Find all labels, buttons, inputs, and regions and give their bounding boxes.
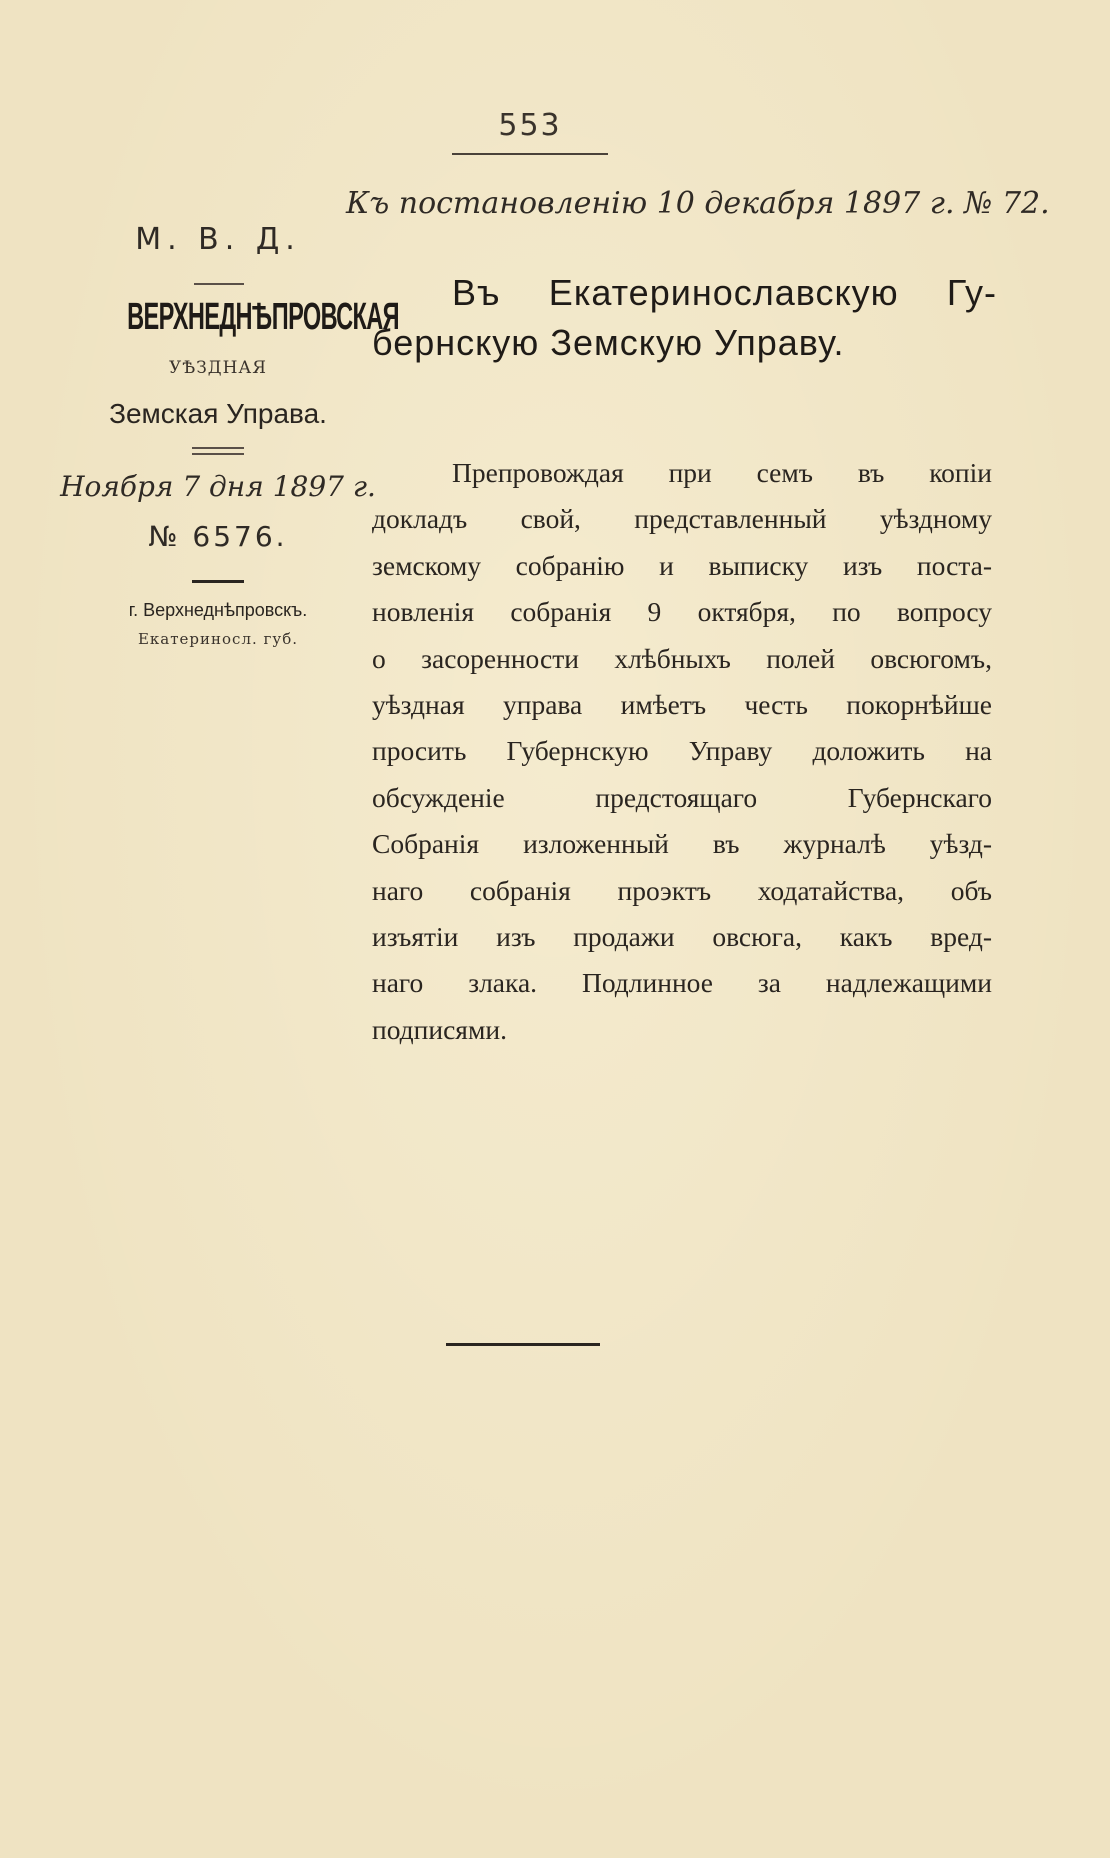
body-line: новленія собранія 9 октября, по вопросу (372, 596, 992, 628)
sender-province: Екатериносл. губ. (137, 630, 299, 648)
divider (192, 447, 244, 449)
organization-name: ВЕРХНЕДНѢПРОВСКАЯ (127, 296, 399, 338)
body-line: докладъ свой, представленный уѣздному (372, 503, 992, 535)
sender-city: г. Верхнеднѣпровскъ. (128, 600, 308, 620)
ministry-abbreviation: М. В. Д. (135, 222, 301, 257)
addressee-line: Въ Екатеринославскую Гу- (452, 272, 997, 313)
divider (192, 453, 244, 455)
body-line: подписями. (372, 1013, 507, 1045)
body-line: о засоренности хлѣбныхъ полей овсюгомъ, (372, 642, 992, 674)
organization-type: УѢЗДНАЯ (168, 358, 268, 378)
body-line: уѣздная управа имѣетъ честь покорнѣйше (372, 689, 992, 721)
page-number: 553 (498, 108, 562, 143)
outgoing-number: № 6576. (148, 520, 288, 553)
body-line: наго собранія проэктъ ходатайства, объ (372, 874, 992, 906)
divider (192, 580, 244, 583)
body-line: земскому собранію и выписку изъ поста- (372, 549, 992, 581)
body-line: Препровождая при семъ въ копіи (452, 457, 992, 488)
addressee (372, 268, 997, 368)
end-rule (446, 1343, 600, 1346)
page-number-rule (452, 153, 608, 155)
resolution-reference: Къ постановленію 10 декабря 1897 г. № 72. (346, 186, 1050, 221)
body-line: просить Губернскую Управу доложить на (372, 735, 992, 767)
letter-date: Ноября 7 дня 1897 г. (60, 470, 376, 503)
organization-department: Земская Управа. (109, 398, 327, 429)
addressee-line: бернскую Земскую Управу. (372, 322, 845, 363)
body-line: Собранія изложенный въ журналѣ уѣзд- (372, 828, 992, 860)
letter-body (372, 450, 992, 1053)
body-line: обсужденіе предстоящаго Губернскаго (372, 781, 992, 813)
divider (194, 283, 244, 285)
body-line: изъятіи изъ продажи овсюга, какъ вред- (372, 921, 992, 953)
body-line: наго злака. Подлинное за надлежащими (372, 967, 992, 999)
